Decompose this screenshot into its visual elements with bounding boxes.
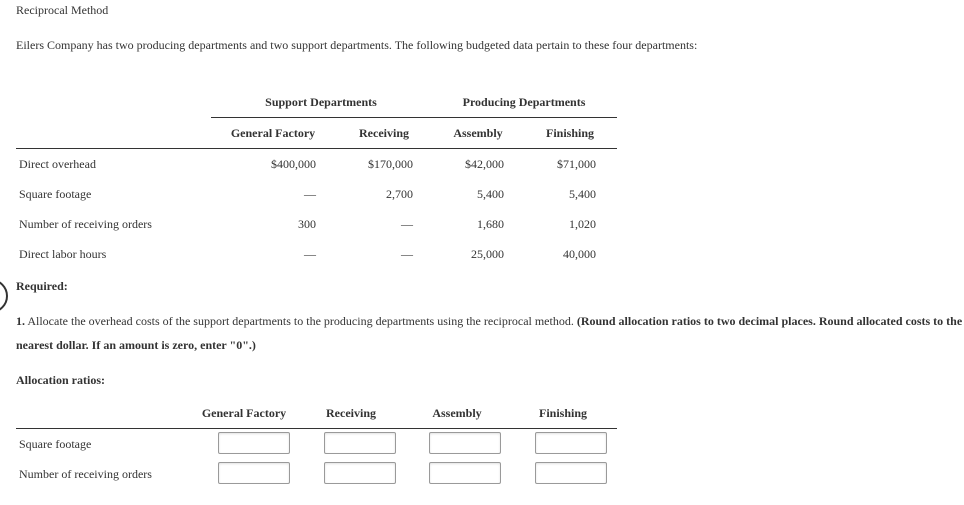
alloc-col-header-assembly: Assembly <box>432 406 482 420</box>
cell-value: 1,020 <box>569 217 596 231</box>
ratio-input-square-footage-assembly[interactable] <box>429 432 501 454</box>
group-header-producing: Producing Departments <box>462 95 586 109</box>
row-label: Direct labor hours <box>19 247 107 261</box>
row-label: Number of receiving orders <box>19 217 152 231</box>
ratio-input-receiving-orders-assembly[interactable] <box>429 462 501 484</box>
question-instructions-cont: nearest dollar. If an amount is zero, enter "0".) <box>16 338 256 352</box>
alloc-col-header-finishing: Finishing <box>538 406 588 420</box>
circle-marker-icon <box>0 279 8 313</box>
cell-value: 1,680 <box>477 217 504 231</box>
alloc-header-divider <box>16 428 617 429</box>
question-instructions: (Round allocation ratios to two decimal places. Round allocated costs to the <box>576 314 963 328</box>
cell-value: $42,000 <box>465 157 504 171</box>
ratio-input-square-footage-receiving[interactable] <box>324 432 396 454</box>
ratio-input-receiving-orders-finishing[interactable] <box>535 462 607 484</box>
cell-value: 40,000 <box>563 247 596 261</box>
cell-value: 5,400 <box>477 187 504 201</box>
ratio-input-square-footage-general-factory[interactable] <box>218 432 290 454</box>
alloc-col-header-receiving: Receiving <box>326 406 376 420</box>
cell-value: 2,700 <box>386 187 413 201</box>
ratio-input-receiving-orders-receiving[interactable] <box>324 462 396 484</box>
ratio-input-square-footage-finishing[interactable] <box>535 432 607 454</box>
page-title: Reciprocal Method <box>16 3 109 17</box>
cell-value: — <box>401 217 413 231</box>
cell-value: $400,000 <box>271 157 316 171</box>
required-heading: Required: <box>16 279 68 293</box>
cell-value: 25,000 <box>471 247 504 261</box>
allocation-ratios-label: Allocation ratios: <box>16 373 105 387</box>
row-label: Direct overhead <box>19 157 96 171</box>
header-divider <box>16 148 617 149</box>
group-header-support: Support Departments <box>265 95 377 109</box>
alloc-row-label-square-footage: Square footage <box>19 437 92 451</box>
question-text <box>16 314 962 329</box>
alloc-row-label-receiving-orders: Number of receiving orders <box>19 467 152 481</box>
question-number: 1. <box>16 314 25 328</box>
cell-value: 300 <box>298 217 316 231</box>
cell-value: $170,000 <box>368 157 413 171</box>
cell-value: 5,400 <box>569 187 596 201</box>
col-header-general-factory: General Factory <box>230 126 316 140</box>
question-body: Allocate the overhead costs of the support departments to the producing departments using the reciprocal method. <box>25 314 577 328</box>
col-header-assembly: Assembly <box>453 126 503 140</box>
cell-value: — <box>304 247 316 261</box>
group-divider <box>211 117 617 118</box>
cell-value: — <box>401 247 413 261</box>
ratio-input-receiving-orders-general-factory[interactable] <box>218 462 290 484</box>
alloc-col-header-general-factory: General Factory <box>201 406 287 420</box>
row-label: Square footage <box>19 187 92 201</box>
col-header-receiving: Receiving <box>359 126 409 140</box>
intro-text: Eilers Company has two producing departments and two support departments. The following budgeted data pertain to these four departments: <box>16 38 698 52</box>
cell-value: — <box>304 187 316 201</box>
cell-value: $71,000 <box>557 157 596 171</box>
col-header-finishing: Finishing <box>545 126 595 140</box>
